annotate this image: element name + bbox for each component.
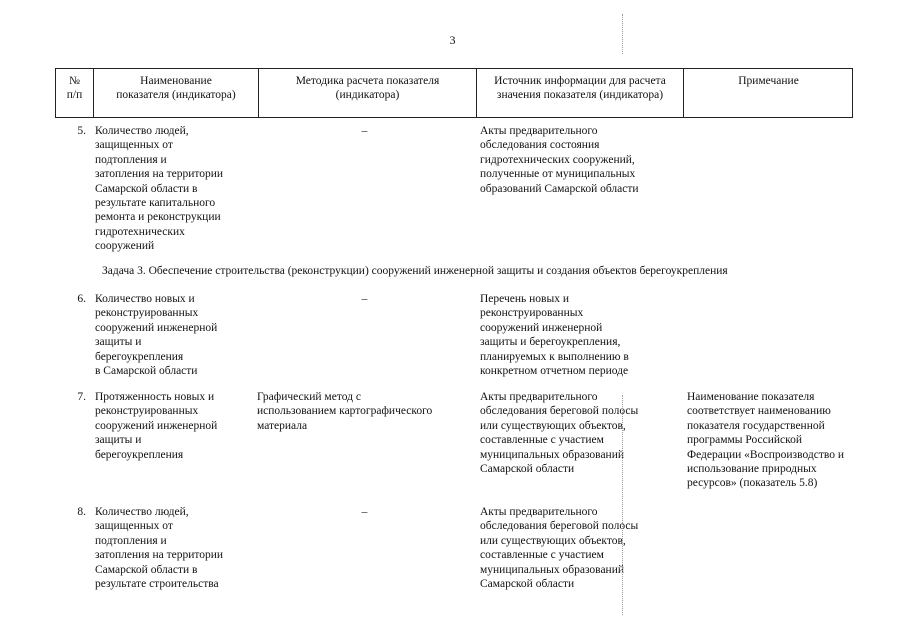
header-num-line: № [69,75,80,87]
text-line: программы Российской [687,434,803,447]
text-line: Наименование показателя [687,391,815,403]
text-line: результате строительства [95,578,219,591]
text-line: сооружений [95,240,155,253]
text-line: использованием картографического [257,405,433,418]
text-line: Количество людей, [95,125,189,137]
method-dash: – [361,125,368,137]
header-name-line: показателя (индикатора) [116,89,236,101]
text-line: или существующих объектов, [480,534,626,547]
text-line: берегоукрепления [95,350,184,363]
text-line: защищенных от [95,520,173,533]
text-line: Количество людей, [95,506,189,518]
text-line: составленные с участием [480,434,604,447]
row-number: 6. [77,293,86,305]
row-number: 5. [77,125,86,137]
text-line: Самарской области [480,578,575,591]
text-line: защиты и [95,434,142,447]
calculation-method [257,390,472,433]
text-line: конкретном отчетном периоде [480,365,629,378]
text-line: реконструированных [480,307,584,320]
info-source [480,390,680,476]
scan-artifact [622,395,623,615]
row-number: 7. [77,391,86,403]
text-line: материала [257,419,308,432]
header-source-line: значения показателя (индикатора) [496,89,664,101]
page-number: 3 [449,33,456,47]
indicator-name [95,505,259,591]
text-line: муниципальных образований [480,563,625,576]
text-line: гидротехнических сооружений, [480,153,635,166]
header-method-line: Методика расчета показателя [295,75,440,87]
text-line: планируемых к выполнению в [480,350,629,363]
text-line: ремонта и реконструкции [95,211,221,224]
indicator-name [95,124,259,254]
text-line: берегоукрепления [95,448,184,461]
text-line: муниципальных образований [480,448,625,461]
header-name [93,69,258,117]
text-line: обследования береговой полосы [480,405,639,418]
indicator-name [95,390,259,462]
scan-artifact [622,14,623,54]
header-method-line: (индикатора) [335,89,400,101]
text-line: образований Самарской области [480,182,639,195]
text-line: Протяженность новых и [95,391,215,403]
task-heading: Задача 3. Обеспечение строительства (реконструкции) сооружений инженерной защиты и создания объектов берегоукрепления [102,265,728,277]
text-line: Самарской области [480,463,575,476]
text-line: Акты предварительного [480,125,598,137]
text-line: сооружений инженерной [95,419,218,432]
header-source [476,69,683,117]
text-line: Самарской области в [95,563,198,576]
text-line: Перечень новых и [480,293,569,305]
text-line: составленные с участием [480,549,604,562]
text-line: Количество новых и [95,293,195,305]
method-dash: – [361,506,368,518]
indicator-name [95,292,259,378]
text-line: реконструированных [95,405,199,418]
text-line: подтопления и [95,534,167,547]
text-line: Федерации «Воспроизводство и [687,448,844,461]
text-line: подтопления и [95,153,167,166]
text-line: в Самарской области [95,365,198,378]
text-line: ресурсов» (показатель 5.8) [687,477,818,490]
info-source [480,292,680,378]
text-line: или существующих объектов, [480,419,626,432]
text-line: полученные от муниципальных [480,168,636,181]
text-line: результате капитального [95,197,216,210]
text-line: использование природных [687,463,817,476]
text-line: обследования состояния [480,139,600,152]
header-method [258,69,476,117]
header-note [683,69,853,117]
note [687,390,862,491]
header-num [56,69,93,117]
header-source-line: Источник информации для расчета [494,75,666,87]
text-line: реконструированных [95,307,199,320]
text-line: Акты предварительного [480,506,598,518]
text-line: соответствует наименованию [687,405,831,418]
text-line: Самарской области в [95,182,198,195]
header-note-line: Примечание [738,75,799,87]
text-line: защиты и берегоукрепления, [480,336,621,349]
text-line: Графический метод с [257,391,361,403]
text-line: показателя государственной [687,419,825,432]
text-line: защиты и [95,336,142,349]
text-line: затопления на территории [95,168,224,181]
text-line: обследования береговой полосы [480,520,639,533]
text-line: защищенных от [95,139,173,152]
method-dash: – [361,293,368,305]
header-num-line: п/п [66,89,83,101]
info-source [480,505,680,591]
table-header [55,68,853,118]
text-line: сооружений инженерной [95,321,218,334]
info-source [480,124,680,196]
text-line: Акты предварительного [480,391,598,403]
text-line: затопления на территории [95,549,224,562]
text-line: сооружений инженерной [480,321,603,334]
row-number: 8. [77,506,86,518]
header-name-line: Наименование [140,75,212,87]
text-line: гидротехнических [95,225,185,238]
